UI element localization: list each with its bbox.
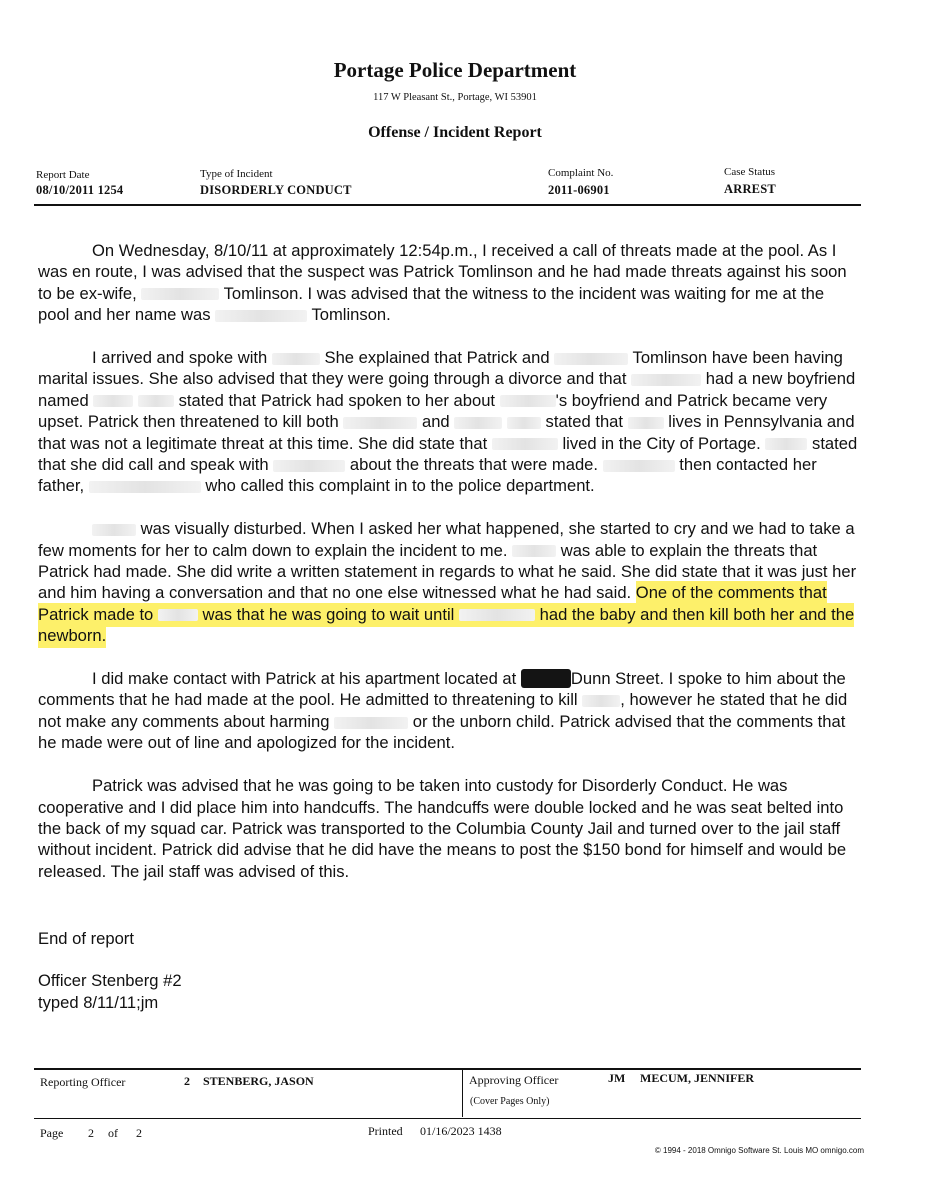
narrative xyxy=(38,240,858,904)
reporting-officer-name: STENBERG, JASON xyxy=(203,1074,314,1088)
narrative-paragraph-2: I arrived and spoke with She explained that Patrick and Tomlinson have been having marital issues. She also advised that they were going through a divorce and that had a new boyfriend named stated that Patrick had spoken to her about 's boyfriend and Patrick became very upset. Patrick then threatened to kill both and stated that lives in Pennsylvania and that was not a legitimate threat at this time. She did state that lived in the City of Portage. stated that she did call and speak with about the threats that were made. then contacted her father, who called this complaint in to the police department. xyxy=(38,348,858,496)
case-status-value: ARREST xyxy=(724,182,776,196)
footer-divider-bottom xyxy=(34,1118,861,1119)
incident-type-label: Type of Incident xyxy=(200,168,273,180)
redaction xyxy=(93,395,133,407)
footer-divider-top xyxy=(34,1068,861,1070)
redaction xyxy=(582,695,620,707)
narrative-paragraph-5: Patrick was advised that he was going to be taken into custody for Disorderly Conduct. He was cooperative and I did place him into handcuffs. The handcuffs were double locked and he was seat belted into the back of my squad car. Patrick was transported to the Columbia County Jail and turned over to the jail staff without incident. Patrick did advise that he did have the means to post the $150 bond for himself and would be released. The jail staff was advised of this. xyxy=(38,776,847,881)
redaction xyxy=(334,717,408,729)
page-current: 2 xyxy=(88,1126,94,1140)
redaction xyxy=(141,288,219,300)
department-address: 117 W Pleasant St., Portage, WI 53901 xyxy=(373,92,537,103)
approving-officer-initials: JM xyxy=(608,1071,626,1085)
footer-column-divider xyxy=(462,1069,463,1117)
narrative-paragraph-1: On Wednesday, 8/10/11 at approximately 12:54p.m., I received a call of threats made at the pool. As I was en route, I was advised that the suspect was Patrick Tomlinson and he had made threats against his soon to be ex-wife, Tomlinson. I was advised that the witness to the incident was waiting for me at the pool and her name was Tomlinson. xyxy=(38,241,847,325)
redaction xyxy=(765,438,807,450)
narrative-paragraph-3: was visually disturbed. When I asked her what happened, she started to cry and we had to take a few moments for her to calm down to explain the incident to me. was able to explain the threats that Patrick had made. She did write a written statement in regards to what he said. She did state that it was just her and him having a conversation and that no one else witnessed what he had said. One of the comments that Patrick made to was that he was going to wait until had the baby and then kill both her and the newborn. xyxy=(38,519,857,646)
page-label: Page xyxy=(40,1126,64,1140)
redaction xyxy=(492,438,558,450)
cover-pages-note: (Cover Pages Only) xyxy=(470,1096,550,1107)
copyright-notice: © 1994 - 2018 Omnigo Software St. Louis MO omnigo.com xyxy=(654,1146,864,1155)
redaction xyxy=(554,353,628,365)
redaction xyxy=(454,417,502,429)
redaction xyxy=(603,460,675,472)
redaction xyxy=(272,353,320,365)
reporting-officer-number: 2 xyxy=(184,1074,190,1088)
page-of: of xyxy=(108,1126,118,1140)
redaction xyxy=(507,417,541,429)
redaction xyxy=(273,460,345,472)
redaction xyxy=(628,417,664,429)
narrative-paragraph-4: I did make contact with Patrick at his apartment located at Dunn Street. I spoke to him about the comments that he had made at the pool. He admitted to threatening to kill , however he stated that he did not make any comments about harming or the unborn child. Patrick advised that the comments that he made were out of line and apologized for the incident. xyxy=(38,669,848,753)
redaction xyxy=(215,310,307,322)
redaction xyxy=(343,417,417,429)
reporting-officer-label: Reporting Officer xyxy=(40,1075,126,1089)
redaction xyxy=(89,481,201,493)
redaction xyxy=(512,545,556,557)
incident-type-value: DISORDERLY CONDUCT xyxy=(200,183,352,197)
redaction-black-box xyxy=(521,669,571,688)
redaction xyxy=(500,395,556,407)
department-name: Portage Police Department xyxy=(333,58,577,82)
report-date-value: 08/10/2011 1254 xyxy=(36,183,124,197)
redaction xyxy=(138,395,174,407)
approving-officer-label: Approving Officer xyxy=(469,1073,559,1087)
printed-timestamp: 01/16/2023 1438 xyxy=(420,1124,502,1138)
header-divider xyxy=(34,204,861,206)
report-closing xyxy=(38,928,182,1013)
redaction xyxy=(158,609,198,621)
officer-signature-line: Officer Stenberg #2 xyxy=(38,971,182,991)
approving-officer-name: MECUM, JENNIFER xyxy=(640,1071,754,1085)
highlighted-statement: One of the comments that Patrick made to was that he was going to wait until had the baby and then kill both her and the newborn. xyxy=(38,583,855,646)
redaction xyxy=(92,524,136,536)
complaint-number-value: 2011-06901 xyxy=(548,183,610,197)
typed-by-line: typed 8/11/11;jm xyxy=(38,992,159,1012)
report-date-label: Report Date xyxy=(36,169,90,181)
printed-label: Printed xyxy=(368,1124,403,1138)
case-status-label: Case Status xyxy=(724,166,776,178)
report-title: Offense / Incident Report xyxy=(368,124,542,141)
redaction xyxy=(459,609,535,621)
end-of-report: End of report xyxy=(38,929,134,948)
redaction xyxy=(631,374,701,386)
page-total: 2 xyxy=(136,1126,142,1140)
complaint-number-label: Complaint No. xyxy=(548,167,614,179)
